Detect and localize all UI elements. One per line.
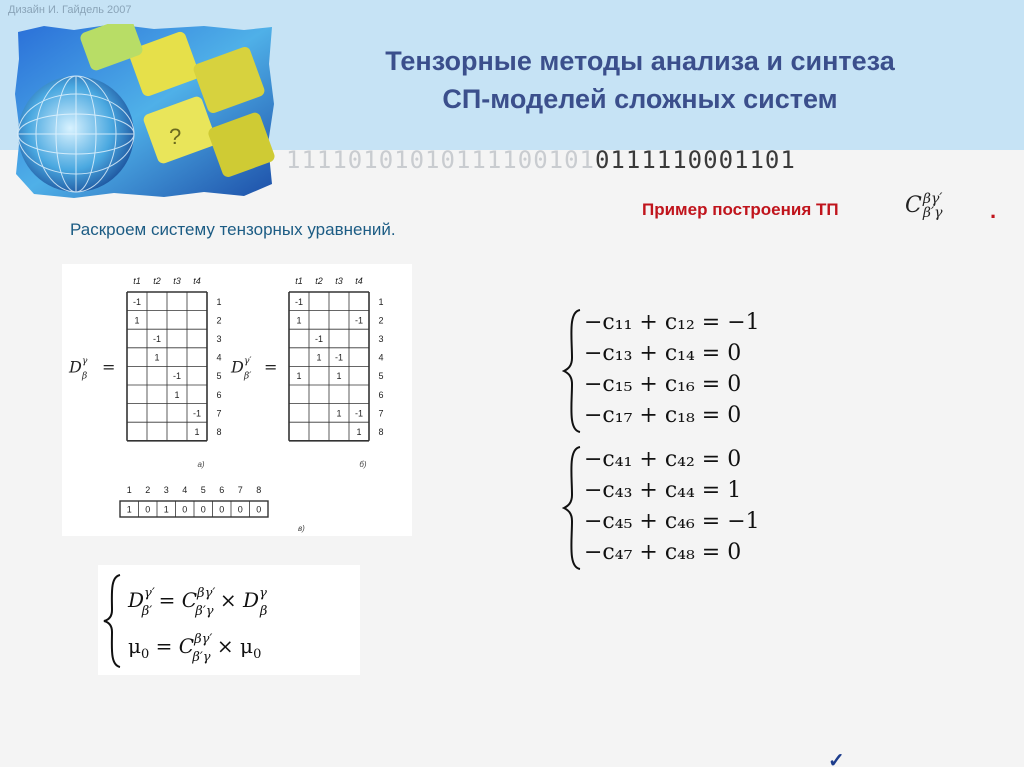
matrix-b-cell-value: 1 xyxy=(316,352,322,363)
matrix-b-row-number: 1 xyxy=(378,296,384,307)
matrix-b-row-number: 4 xyxy=(378,352,384,363)
matrix-b-symbol-sup: γ′ xyxy=(244,356,252,367)
matrix-b-col-header: t4 xyxy=(355,276,363,286)
example-label: Пример построения ТП xyxy=(642,200,839,219)
matrix-b-cell-value: 1 xyxy=(356,427,362,437)
binary-dark: 0111110001101 xyxy=(594,146,796,174)
matrix-b-row-number: 3 xyxy=(378,334,384,344)
vector-index: 1 xyxy=(126,485,132,495)
tensor-equations-svg xyxy=(98,565,360,675)
matrix-b-cell-value: -1 xyxy=(334,352,344,363)
system1-equation-2: −c₁₃ + c₁₄ = 0 xyxy=(584,341,742,366)
system1-brace xyxy=(562,308,584,434)
vector-index: 5 xyxy=(200,485,206,495)
equation-system-1 xyxy=(584,307,760,431)
slide-title xyxy=(290,42,990,118)
matrix-a-cell-value: -1 xyxy=(152,334,162,344)
matrix-figure xyxy=(62,264,412,536)
matrix-a-equals: = xyxy=(102,357,116,377)
matrix-a-symbol-sup: γ xyxy=(82,356,88,367)
tensor-equations-brace xyxy=(104,575,120,667)
vector-index: 7 xyxy=(237,485,243,495)
matrix-b-row-number: 6 xyxy=(378,389,384,400)
matrix-a-cell-value: 1 xyxy=(154,352,160,363)
tensor-equation-1: $D^{\gamma'}$ $\beta' = C^{\beta\gamma'}$ $\beta'\gamma \times D^\gamma$ β xyxy=(128,586,268,619)
system2-equation-4: −c₄₇ + c₄₈ = 0 xyxy=(584,540,742,565)
footer-check-icon: ✓ xyxy=(828,750,845,767)
vector-value: 0 xyxy=(219,504,225,515)
matrix-a-row-number: 3 xyxy=(216,334,222,344)
tensor-subscript: β′γ xyxy=(922,205,943,221)
vector-index: 2 xyxy=(145,485,151,495)
matrix-a-cell-value: 1 xyxy=(134,315,140,326)
matrix-a-row-number: 1 xyxy=(216,296,222,307)
matrix-a-row-number: 2 xyxy=(216,315,222,326)
vector-index: 8 xyxy=(256,485,262,495)
title-line-2: СП-моделей сложных систем xyxy=(442,84,838,114)
matrix-b-row-number: 7 xyxy=(378,408,384,419)
example-end-dot: . xyxy=(990,198,997,223)
matrix-a-symbol-sub: β xyxy=(82,371,88,382)
matrix-a-row-number: 6 xyxy=(216,389,222,400)
tensor-equation-2: $\mu_0 = C^{\beta\gamma'}$ $\beta'\gamma \times \mu_0$ xyxy=(128,632,262,665)
logo-collage-image xyxy=(14,24,276,199)
matrix-b-row-number: 2 xyxy=(378,315,384,326)
design-credit: Дизайн И. Гайдель 2007 xyxy=(8,4,132,16)
vector-value: 0 xyxy=(237,504,243,515)
matrix-a-row-number: 5 xyxy=(216,371,222,382)
system1-equation-4: −c₁₇ + c₁₈ = 0 xyxy=(584,403,742,428)
matrix-a-col-header: t4 xyxy=(193,276,201,286)
system1-equation-3: −c₁₅ + c₁₆ = 0 xyxy=(584,372,742,397)
vector-value: 1 xyxy=(126,504,132,515)
matrix-b-cell-value: 1 xyxy=(296,371,302,382)
matrix-a-cell-value: 1 xyxy=(174,389,180,400)
matrix-b-symbol: D xyxy=(231,357,244,377)
matrix-a-cell-value: 1 xyxy=(194,427,200,437)
matrix-a-cell-value: -1 xyxy=(172,371,182,382)
tensor-equations-panel xyxy=(98,565,360,675)
matrix-a-col-header: t1 xyxy=(133,276,141,286)
matrix-b-cell-value: -1 xyxy=(314,334,324,344)
matrix-b-col-header: t3 xyxy=(335,276,343,286)
binary-strip xyxy=(286,146,796,174)
matrix-b-row-number: 8 xyxy=(378,427,384,437)
binary-light: 11110101010111100101 xyxy=(286,146,595,174)
matrix-b-equals: = xyxy=(264,357,278,377)
tensor-base: C xyxy=(905,193,922,218)
system2-brace xyxy=(562,445,584,571)
vector-value: 1 xyxy=(163,504,169,515)
matrix-b-cell-value: 1 xyxy=(336,408,342,419)
matrix-figure-svg xyxy=(62,264,412,536)
matrix-b-col-header: t1 xyxy=(295,276,303,286)
matrix-a-row-number: 8 xyxy=(216,427,222,437)
system2-equation-1: −c₄₁ + c₄₂ = 0 xyxy=(584,447,742,472)
vector-value: 0 xyxy=(256,504,262,515)
matrix-a-caption: а) xyxy=(197,459,205,469)
tensor-superscript: βγ′ xyxy=(922,191,943,207)
vector-index: 3 xyxy=(163,485,169,495)
system2-equation-3: −c₄₅ + c₄₆ = −1 xyxy=(584,509,760,534)
matrix-b-col-header: t2 xyxy=(315,276,323,286)
vector-index: 6 xyxy=(219,485,225,495)
matrix-a-symbol: D xyxy=(69,357,82,377)
matrix-b-caption: б) xyxy=(359,459,367,469)
vector-value: 0 xyxy=(200,504,206,515)
vector-caption: в) xyxy=(298,524,305,533)
matrix-a-cell-value: -1 xyxy=(132,296,142,307)
matrix-b-cell-value: -1 xyxy=(354,315,364,326)
matrix-b-row-number: 5 xyxy=(378,371,384,382)
vector-value: 0 xyxy=(182,504,188,515)
matrix-a-col-header: t2 xyxy=(153,276,161,286)
intro-text: Раскроем систему тензорных уравнений. xyxy=(70,220,396,239)
equation-system-2 xyxy=(584,444,760,568)
matrix-b-cell-value: -1 xyxy=(294,296,304,307)
svg-text:?: ? xyxy=(169,124,182,149)
matrix-b-cell-value: 1 xyxy=(296,315,302,326)
vector-index: 4 xyxy=(182,485,188,495)
matrix-a-row-number: 7 xyxy=(216,408,222,419)
matrix-a-row-number: 4 xyxy=(216,352,222,363)
matrix-b-cell-value: -1 xyxy=(354,408,364,419)
system2-equation-2: −c₄₃ + c₄₄ = 1 xyxy=(584,478,742,503)
matrix-b-symbol-sub: β′ xyxy=(244,371,252,382)
matrix-a-col-header: t3 xyxy=(173,276,181,286)
matrix-b-cell-value: 1 xyxy=(336,371,342,382)
system1-equation-1: −c₁₁ + c₁₂ = −1 xyxy=(584,310,760,335)
title-line-1: Тензорные методы анализа и синтеза xyxy=(385,46,895,76)
matrix-a-cell-value: -1 xyxy=(192,408,202,419)
vector-value: 0 xyxy=(145,504,151,515)
example-tensor xyxy=(905,192,942,220)
